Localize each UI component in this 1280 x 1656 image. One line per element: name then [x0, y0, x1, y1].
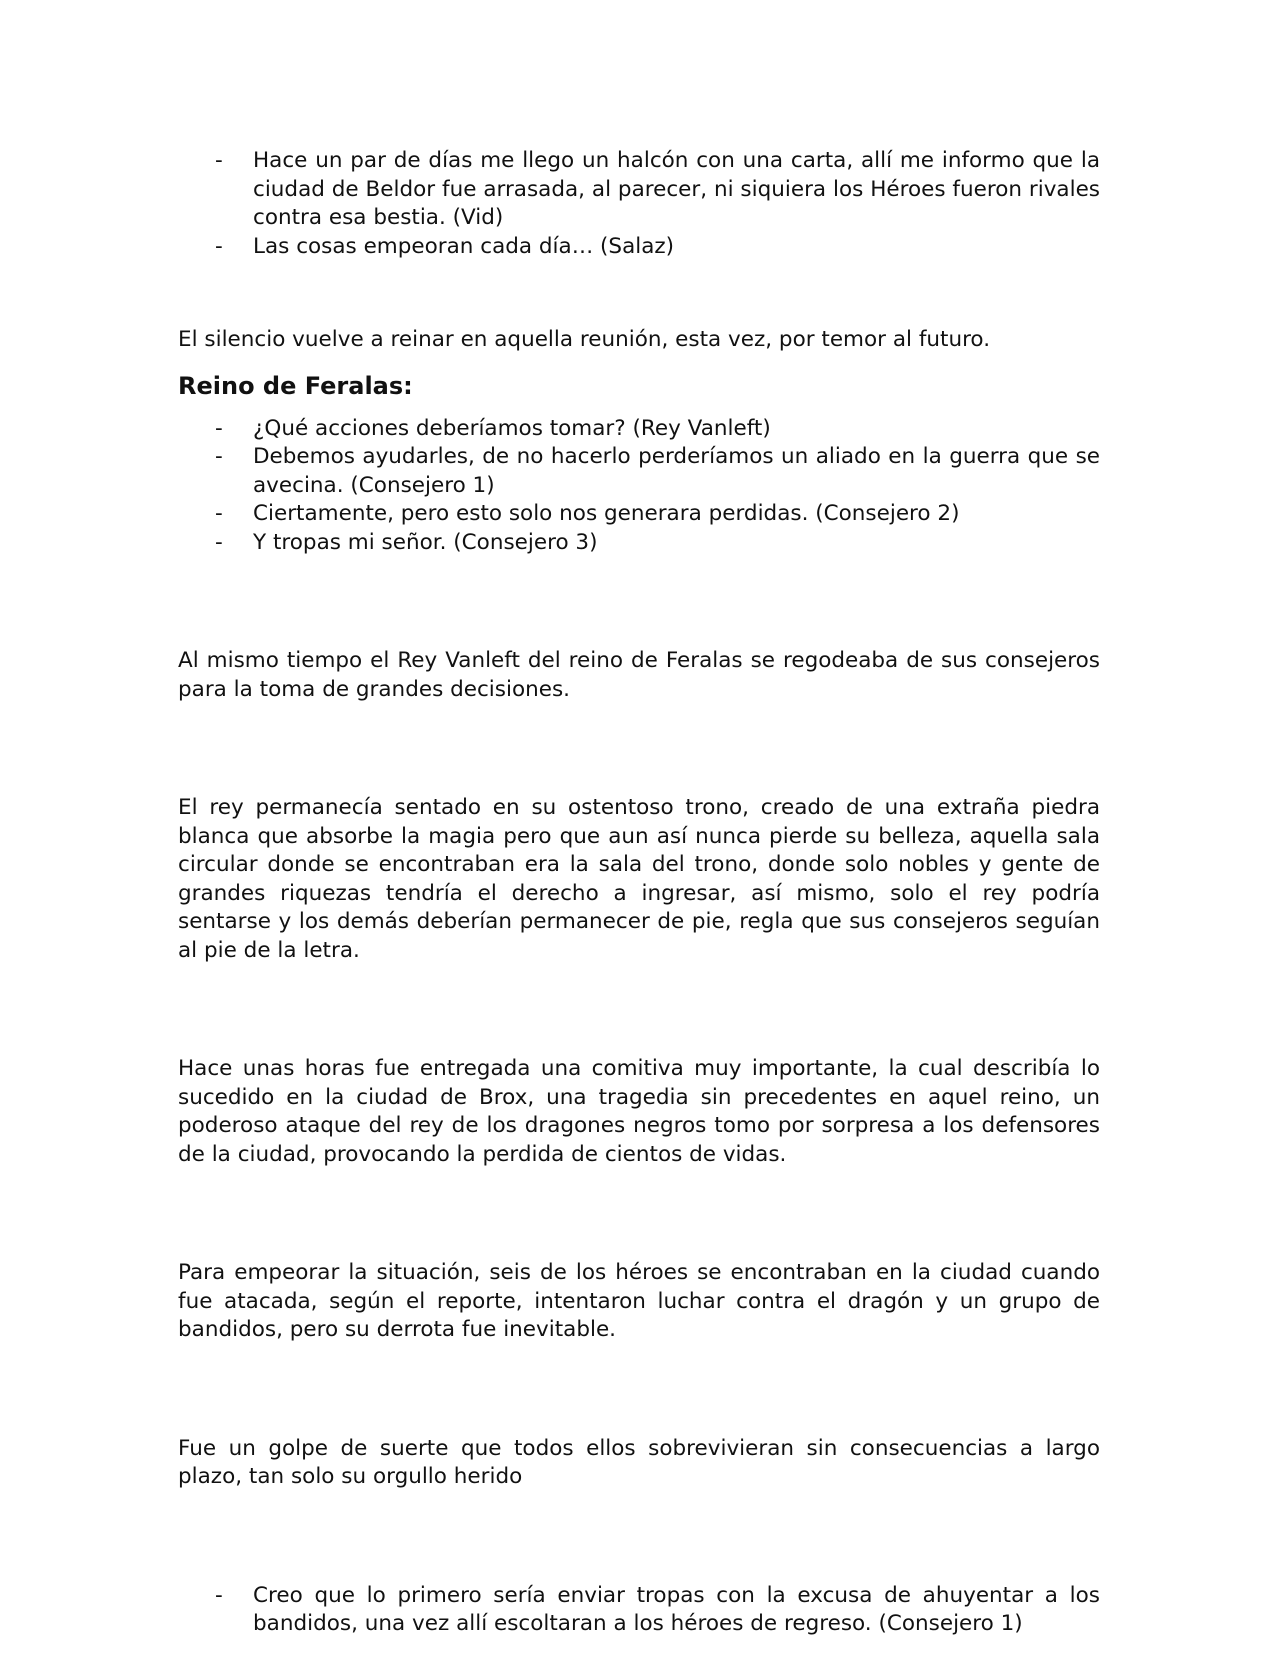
document-page [178, 147, 1100, 1639]
paragraph: Fue un golpe de suerte que todos ellos sobrevivieran sin consecuencias a largo plazo, tan solo su orgullo herido [178, 1435, 1100, 1489]
section-heading: Reino de Feralas: [178, 371, 413, 400]
paragraph: El rey permanecía sentado en su ostentoso trono, creado de una extraña piedra blanca que absorbe la magia pero que aun así nunca pierde su belleza, aquella sala circular donde se encontraban era la sala del trono, donde solo nobles y gente de grandes riquezas tendría el derecho a ingresar, así mismo, solo el rey podría sentarse y los demás deberían permanecer de pie, regla que sus consejeros seguían al pie de la letra. [178, 795, 1100, 963]
list-item-text: ¿Qué acciones deberíamos tomar? (Rey Vanleft) [253, 415, 771, 441]
dialogue-list-1 [178, 147, 1100, 261]
list-item-text: Las cosas empeoran cada día… (Salaz) [253, 233, 675, 259]
paragraph: Hace unas horas fue entregada una comitiva muy importante, la cual describía lo sucedido en la ciudad de Brox, una tragedia sin precedentes en aquel reino, un poderoso ataque del rey de los dragones negros tomo por sorpresa a los defensores de la ciudad, provocando la perdida de cientos de vidas. [178, 1056, 1100, 1167]
dialogue-list-2 [178, 415, 1100, 558]
dash-bullet: - [215, 1582, 223, 1608]
list-item [178, 443, 1100, 500]
dialogue-list-3 [178, 1582, 1100, 1639]
paragraph: Para empeorar la situación, seis de los héroes se encontraban en la ciudad cuando fue atacada, según el reporte, intentaron luchar contra el dragón y un grupo de bandidos, pero su derrota fue inevitable. [178, 1260, 1100, 1342]
list-item-text: Y tropas mi señor. (Consejero 3) [253, 529, 598, 555]
list-item [178, 147, 1100, 233]
dash-bullet: - [215, 148, 223, 173]
list-item-text: Debemos ayudarles, de no hacerlo perderíamos un aliado en la guerra que se avecina. (Consejero 1) [253, 444, 1100, 498]
dash-bullet: - [215, 444, 223, 469]
paragraph: Al mismo tiempo el Rey Vanleft del reino de Feralas se regodeaba de sus consejeros para la toma de grandes decisiones. [178, 648, 1100, 702]
dash-bullet: - [215, 529, 223, 555]
paragraph-silencio: El silencio vuelve a reinar en aquella reunión, esta vez, por temor al futuro. [178, 327, 991, 352]
dash-bullet: - [215, 415, 223, 441]
list-item [178, 233, 1100, 262]
list-item [178, 1582, 1100, 1639]
list-item [178, 529, 1100, 558]
list-item-text: Hace un par de días me llego un halcón con una carta, allí me informo que la ciudad de Beldor fue arrasada, al parecer, ni siquiera los Héroes fueron rivales contra esa bestia. (Vid) [253, 148, 1100, 230]
list-item [178, 500, 1100, 529]
dash-bullet: - [215, 501, 223, 526]
list-item-text: Ciertamente, pero esto solo nos generara perdidas. (Consejero 2) [253, 501, 960, 526]
list-item [178, 415, 1100, 444]
list-item-text: Creo que lo primero sería enviar tropas con la excusa de ahuyentar a los bandidos, una vez allí escoltaran a los héroes de regreso. (Consejero 1) [253, 1582, 1100, 1636]
dash-bullet: - [215, 233, 223, 259]
